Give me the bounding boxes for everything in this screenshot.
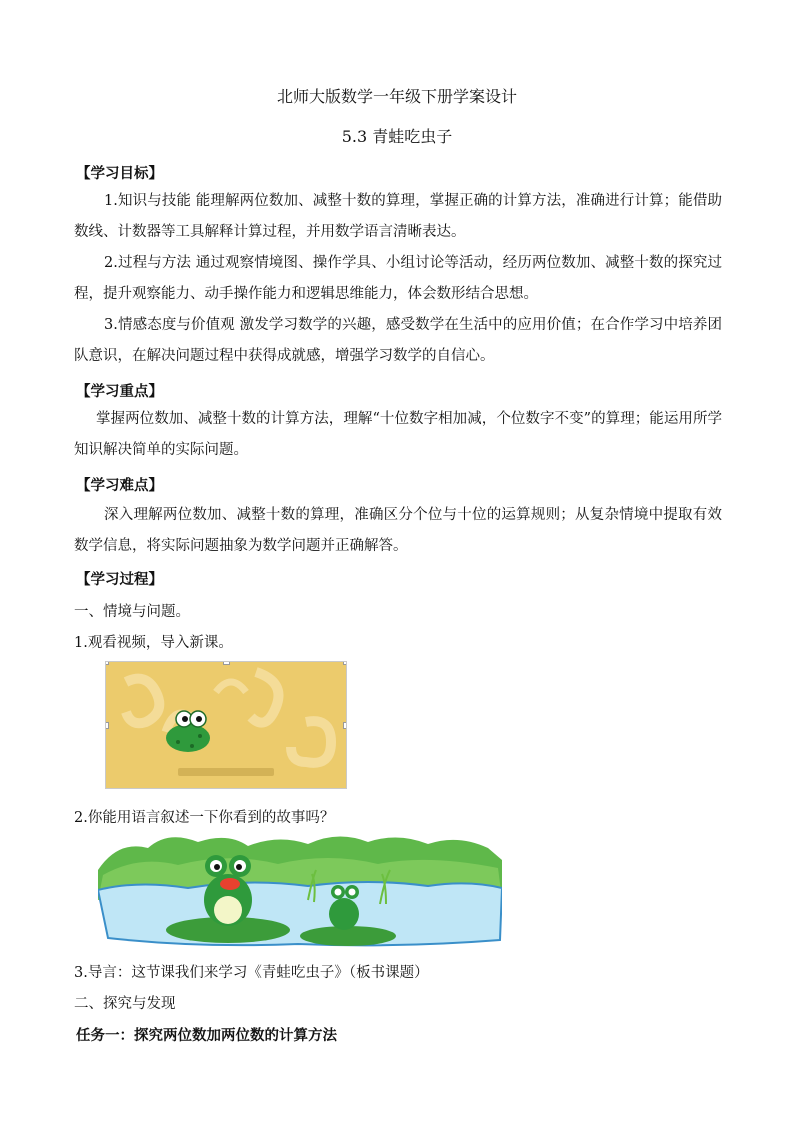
key-points-heading: 【学习重点】 (76, 384, 163, 400)
part-two-label: 二、探究与发现 (74, 996, 176, 1012)
step-one: 1.观看视频，导入新课。 (74, 635, 233, 651)
resize-handle-left[interactable] (106, 722, 109, 729)
step-two: 2.你能用语言叙述一下你看到的故事吗？ (74, 810, 335, 826)
step-three: 3.导言：这节课我们来学习《青蛙吃虫子》（板书课题） (74, 965, 429, 981)
part-one-label: 一、情境与问题。 (74, 604, 190, 620)
resize-handle-top[interactable] (223, 662, 230, 665)
difficulty-text: 深入理解两位数加、减整十数的算理，准确区分个位与十位的运算规则；从复杂情境中提取有效数学信息，将实际问题抽象为数学问题并正确解答。 (74, 507, 722, 554)
lesson-title: 5.3 青蛙吃虫子 (341, 127, 453, 146)
goal-2: 2.过程与方法 通过观察情境图、操作学具、小组讨论等活动，经历两位数加、减整十数的探究过程，提升观察能力、动手操作能力和逻辑思维能力，体会数形结合思想。 (74, 255, 722, 302)
frogs-pond-illustration (98, 830, 502, 948)
video-thumbnail[interactable] (106, 662, 346, 788)
goals-heading: 【学习目标】 (76, 166, 163, 182)
difficulty-heading: 【学习难点】 (76, 478, 163, 494)
resize-handle-top-right[interactable] (343, 662, 346, 665)
goal-3: 3.情感态度与价值观 激发学习数学的兴趣，感受数学在生活中的应用价值；在合作学习中培养团队意识，在解决问题过程中获得成就感，增强学习数学的自信心。 (74, 317, 722, 364)
resize-handle-top-left[interactable] (106, 662, 109, 665)
video-frame-illustration (106, 662, 346, 788)
goal-1: 1.知识与技能 能理解两位数加、减整十数的算理，掌握正确的计算方法，准确进行计算；能借助数线、计数器等工具解释计算过程，并用数学语言清晰表达。 (74, 193, 722, 240)
process-heading: 【学习过程】 (76, 572, 163, 588)
key-points-text: 掌握两位数加、减整十数的计算方法，理解“十位数字相加减，个位数字不变”的算理；能运用所学知识解决简单的实际问题。 (74, 411, 722, 458)
task-one-heading: 任务一：探究两位数加两位数的计算方法 (76, 1028, 337, 1044)
resize-handle-right[interactable] (343, 722, 346, 729)
document-title: 北师大版数学一年级下册学案设计 (276, 87, 517, 106)
